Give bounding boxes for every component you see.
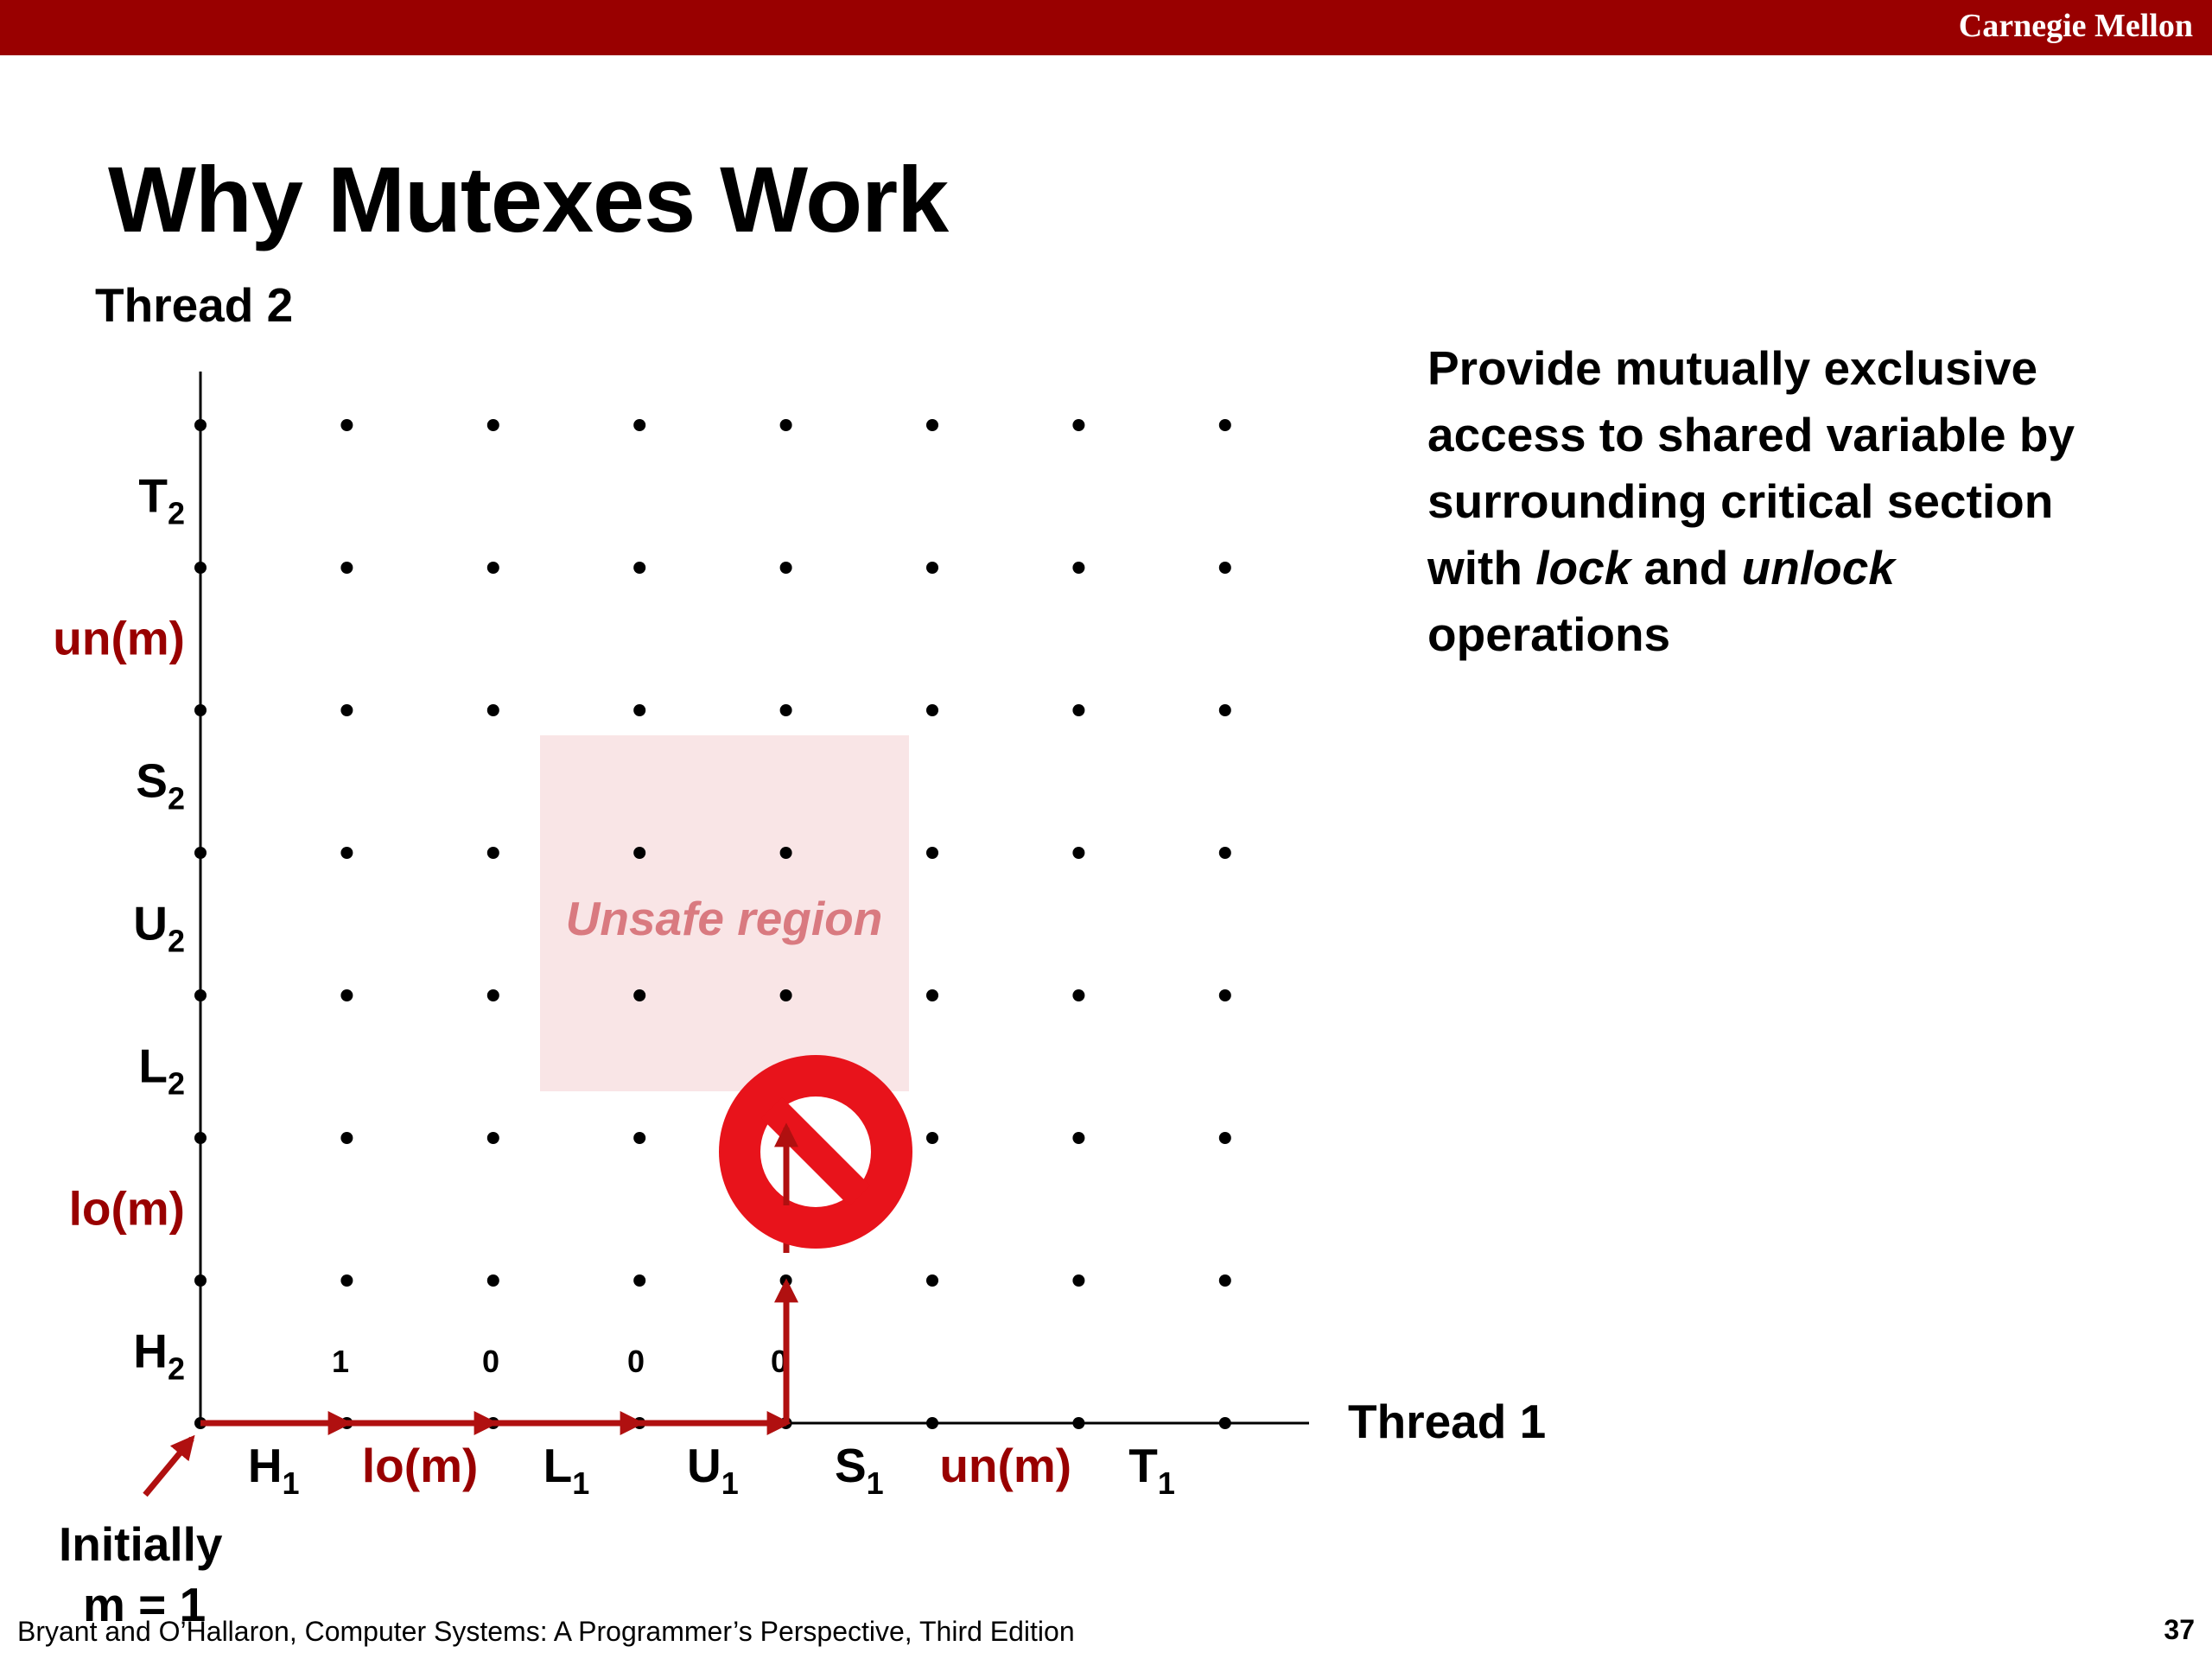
description-lock: lock: [1535, 541, 1631, 594]
grid-point: [340, 847, 353, 859]
x-label: $T_1$: [1128, 1439, 1175, 1501]
x-label: lo(m): [361, 1439, 479, 1492]
description-line: access to shared variable by: [1427, 408, 2075, 461]
y-label: un(m): [53, 611, 185, 665]
x-label: $U_1$: [687, 1439, 739, 1501]
mutex-value: 0: [626, 1344, 645, 1379]
grid-point: [487, 847, 499, 859]
y-label: $T_2$: [138, 468, 185, 531]
grid-point: [1219, 1274, 1231, 1287]
grid-point: [926, 1417, 938, 1429]
grid-point: [194, 989, 207, 1001]
grid-point: [780, 704, 792, 716]
grid-point: [487, 989, 499, 1001]
grid-point: [633, 847, 645, 859]
grid-point: [633, 1274, 645, 1287]
mutex-value: 0: [770, 1344, 789, 1379]
grid-point: [487, 419, 499, 431]
grid-point: [926, 562, 938, 574]
grid-point: [1072, 704, 1084, 716]
grid-point: [1219, 704, 1231, 716]
grid-point: [633, 562, 645, 574]
grid-point: [1072, 1417, 1084, 1429]
grid-point: [340, 562, 353, 574]
unsafe-region-label: Unsafe region: [565, 892, 883, 945]
grid-point: [194, 1132, 207, 1144]
initial-note-line2: m = 1: [83, 1578, 207, 1631]
grid-point: [1072, 419, 1084, 431]
citation: Bryant and O’Hallaron, Computer Systems: A Programmer’s Perspective, Third Edition: [17, 1616, 1075, 1647]
mutex-value: 0: [481, 1344, 500, 1379]
grid-point: [487, 704, 499, 716]
description-and: and: [1630, 541, 1742, 594]
grid-point: [780, 989, 792, 1001]
grid-point: [926, 704, 938, 716]
grid-point: [194, 847, 207, 859]
grid-point: [1219, 847, 1231, 859]
y-label: lo(m): [68, 1181, 185, 1236]
grid-point: [487, 562, 499, 574]
grid-point: [1219, 419, 1231, 431]
grid-point: [487, 1132, 499, 1144]
initial-note-line1: Initially: [59, 1517, 223, 1571]
grid-point: [340, 1274, 353, 1287]
grid-point: [194, 562, 207, 574]
grid-point: [487, 1274, 499, 1287]
grid-point: [633, 989, 645, 1001]
y-label: $U_2$: [133, 896, 185, 959]
grid-point: [340, 989, 353, 1001]
grid-point: [340, 419, 353, 431]
grid-point: [194, 419, 207, 431]
mutex-value: 1: [331, 1344, 350, 1379]
grid-point: [194, 704, 207, 716]
grid-point: [1219, 1132, 1231, 1144]
grid-point: [633, 704, 645, 716]
description-with: with: [1427, 541, 1536, 594]
y-label: $H_2$: [133, 1324, 185, 1387]
grid-point: [926, 1132, 938, 1144]
forbidden-icon: [719, 1055, 912, 1249]
page-number: 37: [2164, 1614, 2195, 1645]
grid-point: [1072, 1274, 1084, 1287]
grid-point: [633, 1132, 645, 1144]
initial-pointer-arrow: [145, 1439, 192, 1495]
grid-point: [194, 1274, 207, 1287]
y-label: $S_2$: [136, 753, 185, 817]
x-label: un(m): [939, 1439, 1072, 1492]
description-unlock: unlock: [1741, 541, 1895, 594]
thread2-instruction-labels: [53, 469, 185, 1387]
x-label: $H_1$: [247, 1439, 300, 1501]
grid-point: [1219, 562, 1231, 574]
x-axis-title: Thread 1: [1348, 1395, 1547, 1448]
grid-point: [1219, 1417, 1231, 1429]
x-label: $S_1$: [834, 1439, 884, 1501]
grid-point: [926, 1274, 938, 1287]
grid-point: [1072, 847, 1084, 859]
brand-logo-text: Carnegie Mellon: [1958, 8, 2193, 44]
grid-point: [633, 419, 645, 431]
grid-point: [1072, 1132, 1084, 1144]
grid-point: [1072, 989, 1084, 1001]
grid-point: [780, 847, 792, 859]
grid-point: [926, 419, 938, 431]
description-line: surrounding critical section: [1427, 474, 2054, 528]
description-line: Provide mutually exclusive: [1427, 341, 2038, 395]
description-line: operations: [1427, 607, 1671, 661]
slide-title: Why Mutexes Work: [108, 147, 949, 251]
thread1-instruction-labels: [248, 1439, 1175, 1501]
grid-point: [340, 704, 353, 716]
grid-point: [1219, 989, 1231, 1001]
grid-point: [926, 847, 938, 859]
x-label: $L_1$: [543, 1439, 590, 1501]
grid-point: [780, 419, 792, 431]
grid-point: [340, 1132, 353, 1144]
y-axis-title: Thread 2: [95, 278, 294, 332]
grid-point: [926, 989, 938, 1001]
grid-point: [780, 562, 792, 574]
y-label: $L_2$: [138, 1039, 185, 1102]
grid-point: [1072, 562, 1084, 574]
